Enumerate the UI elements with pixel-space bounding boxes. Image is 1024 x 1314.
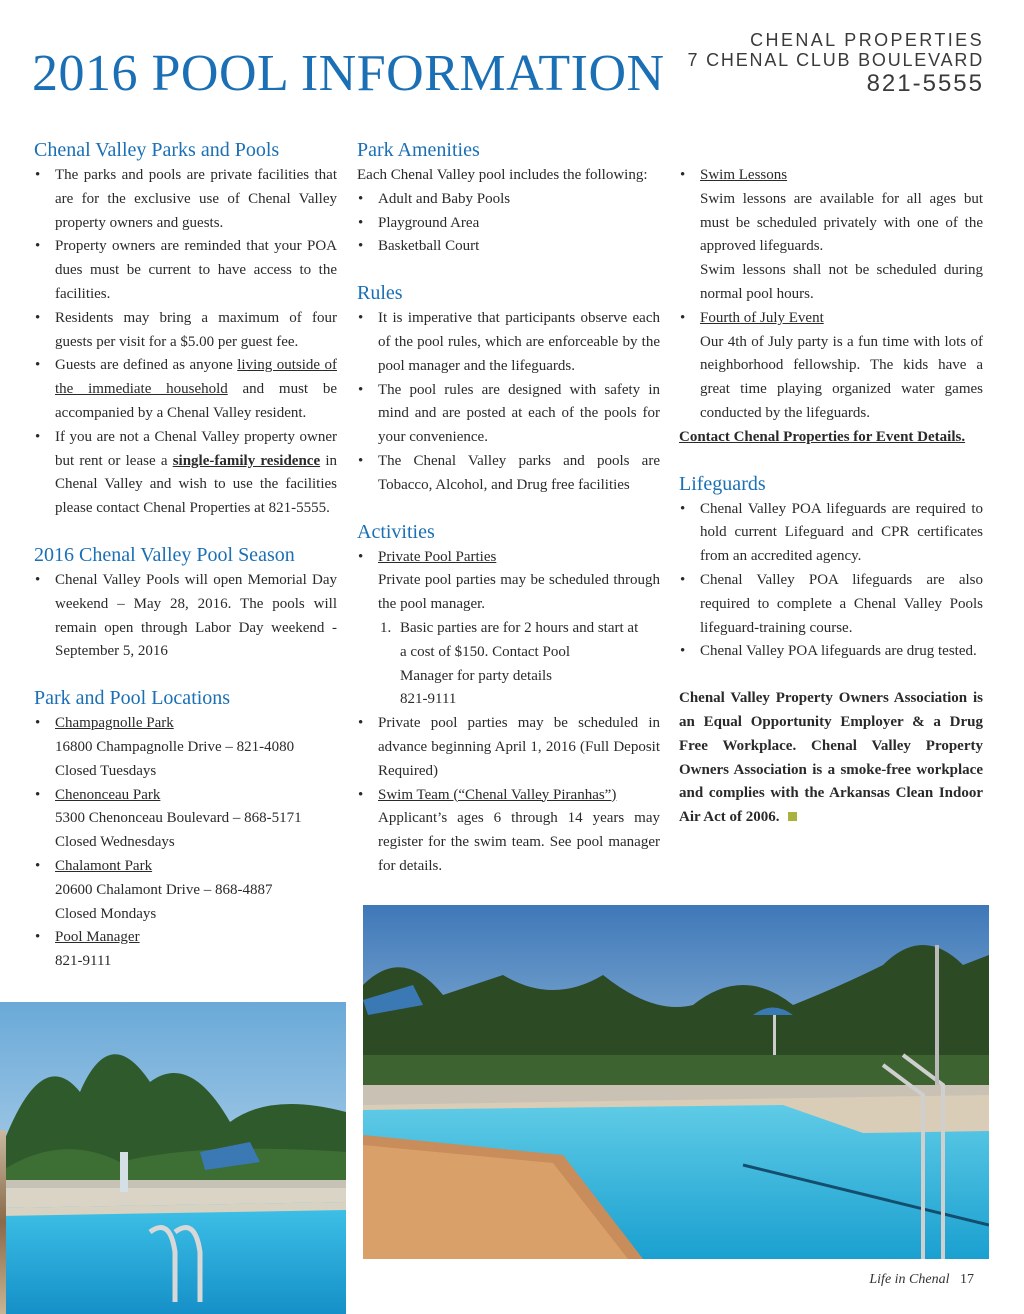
amenities-list — [357, 188, 660, 259]
page-number: 17 — [960, 1272, 974, 1287]
parties-line: Basic parties are for 2 hours and start at — [400, 619, 639, 636]
events-list — [679, 164, 983, 426]
pool-photo-right — [363, 905, 989, 1259]
location-item — [34, 926, 337, 974]
park-address: 5300 Chenonceau Boulevard – 868-5171 — [55, 810, 302, 827]
swim-lessons-link[interactable]: • Swim Lessons — [700, 167, 788, 183]
pool-photo-left-image — [0, 1002, 346, 1314]
list-item: • Residents may bring a maximum of four guests per visit for a $5.00 per guest fee. — [34, 307, 337, 355]
text: Guests are defined as anyone — [55, 357, 238, 374]
parties-line: Manager for party details — [400, 667, 553, 684]
park-name-link[interactable]: • Champagnolle Park — [55, 715, 174, 732]
list-item: • Private pool parties may be scheduled in advance beginning April 1, 2016 (Full Deposit Required) — [357, 712, 660, 783]
activities-list — [357, 546, 660, 617]
column-right — [679, 136, 983, 830]
park-address: 20600 Chalamont Drive – 868-4887 — [55, 881, 273, 898]
item-number: 1. — [380, 619, 392, 636]
park-closed-day: Closed Wednesdays — [55, 834, 175, 851]
list-item — [357, 546, 660, 617]
location-item — [34, 712, 337, 783]
page-footer — [869, 1272, 974, 1288]
list-item: • Basketball Court — [357, 235, 660, 259]
rules-list — [357, 307, 660, 497]
parties-phone: 821-9111 — [400, 691, 457, 708]
heading-activities: Activities — [357, 520, 435, 543]
equal-opportunity-notice — [679, 687, 983, 830]
list-item: • The Chenal Valley parks and pools are Tobacco, Alcohol, and Drug free facilities — [357, 450, 660, 498]
contact-block — [688, 30, 984, 98]
page-title: 2016 POOL INFORMATION — [32, 45, 665, 102]
pool-manager-link[interactable]: • Pool Manager — [55, 929, 140, 946]
page-edge-decoration — [0, 1130, 6, 1314]
season-list — [34, 569, 337, 664]
heading-amenities: Park Amenities — [357, 139, 480, 161]
list-item: • Playground Area — [357, 212, 660, 236]
list-item: • It is imperative that participants observe each of the pool rules, which are enforceable by the pool manager and the lifeguards. — [357, 307, 660, 378]
numbered-item — [357, 617, 660, 712]
text: and must be accompanied by a Chenal Valley resident. — [55, 381, 337, 421]
heading-rules: Rules — [357, 282, 403, 305]
parties-line: a cost of $150. Contact Pool — [400, 643, 570, 660]
list-item — [357, 784, 660, 879]
text: in Chenal Valley and wish to use the facilities please contact Chenal Properties at 821-5555. — [55, 452, 338, 517]
pool-manager-phone: 821-9111 — [55, 953, 112, 970]
list-item — [679, 307, 983, 426]
park-closed-day: Closed Mondays — [55, 905, 157, 922]
company-phone: 821-5555 — [866, 70, 984, 97]
list-item: • The pool rules are designed with safety in mind and are posted at each of the pools for your convenience. — [357, 379, 660, 450]
heading-parks-pools: Chenal Valley Parks and Pools — [34, 139, 280, 161]
publication-name: Life in Chenal — [869, 1272, 950, 1287]
swim-team-description: Applicant’s ages 6 through 14 years may register for the swim team. See pool manager for details. — [378, 810, 660, 874]
swim-team-link[interactable]: • Swim Team (“Chenal Valley Piranhas”) — [378, 786, 617, 803]
parties-description: Private pool parties may be scheduled through the pool manager. — [378, 572, 660, 613]
list-item: • Property owners are reminded that your POA dues must be current to have access to the facilities. — [34, 235, 337, 306]
parks-list — [34, 164, 337, 521]
fourth-of-july-link[interactable]: • Fourth of July Event — [700, 309, 824, 326]
park-closed-day: Closed Tuesdays — [55, 762, 157, 779]
household-link[interactable]: living outside of the immediate household — [55, 357, 338, 398]
lessons-text: Swim lessons are available for all ages but must be scheduled privately with one of the approved lifeguards. — [700, 190, 983, 255]
column-left — [34, 136, 337, 974]
heading-pool-season: 2016 Chenal Valley Pool Season — [34, 543, 295, 566]
text: If you are not a Chenal Valley property owner but rent or lease a — [55, 428, 337, 469]
heading-lifeguards: Lifeguards — [679, 472, 766, 495]
amenities-intro: Each Chenal Valley pool includes the following: — [357, 167, 648, 183]
company-address: 7 CHENAL CLUB BOULEVARD — [687, 50, 984, 70]
list-item: • The parks and pools are private facilities that are for the exclusive use of Chenal Valley property owners and guests. — [34, 164, 337, 235]
lifeguards-list — [679, 498, 983, 665]
pool-photo-left — [0, 1002, 346, 1314]
location-item — [34, 855, 337, 926]
pool-photo-right-image — [363, 905, 989, 1259]
park-address: 16800 Champagnolle Drive – 821-4080 — [55, 738, 295, 755]
july-text: Our 4th of July party is a fun time with lots of neighborhood fellowship. The kids have a great time playing organized water games conducted by the lifeguards. — [700, 333, 983, 421]
single-family-link[interactable]: single-family residence — [172, 452, 321, 469]
heading-locations: Park and Pool Locations — [34, 687, 231, 710]
list-item — [34, 354, 337, 425]
activities-list-2 — [357, 712, 660, 879]
park-name-link[interactable]: • Chenonceau Park — [55, 786, 161, 803]
locations-list — [34, 712, 337, 974]
list-item: • Chenal Valley Pools will open Memorial Day weekend – May 28, 2016. The pools will remain open through Labor Day weekend - September 5, 2016 — [34, 569, 337, 664]
spacer — [679, 136, 983, 164]
lessons-text: Swim lessons shall not be scheduled during normal pool hours. — [700, 262, 983, 302]
list-item: • Chenal Valley POA lifeguards are drug tested. — [679, 640, 983, 664]
list-item — [34, 426, 337, 521]
list-item: • Chenal Valley POA lifeguards are also required to complete a Chenal Valley Pools lifeguard-training course. — [679, 569, 983, 640]
contact-event-link[interactable]: Contact Chenal Properties for Event Details. — [679, 428, 966, 445]
list-item — [679, 164, 983, 307]
park-name-link[interactable]: • Chalamont Park — [55, 857, 153, 874]
private-parties-link[interactable]: • Private Pool Parties — [378, 548, 497, 565]
list-item: • Chenal Valley POA lifeguards are required to hold current Lifeguard and CPR certificates from an accredited agency. — [679, 498, 983, 569]
location-item — [34, 784, 337, 855]
company-name: CHENAL PROPERTIES — [750, 30, 984, 50]
notice-text: Chenal Valley Property Owners Association is an Equal Opportunity Employer & a Drug Free Workplace. Chenal Valley Property Owners Association is a smoke-free workplace and complies with the Arkansas Clean Indoor Air Act of 2006. — [679, 690, 983, 826]
column-middle — [357, 136, 660, 879]
end-square-icon — [788, 812, 797, 821]
list-item: • Adult and Baby Pools — [357, 188, 660, 212]
